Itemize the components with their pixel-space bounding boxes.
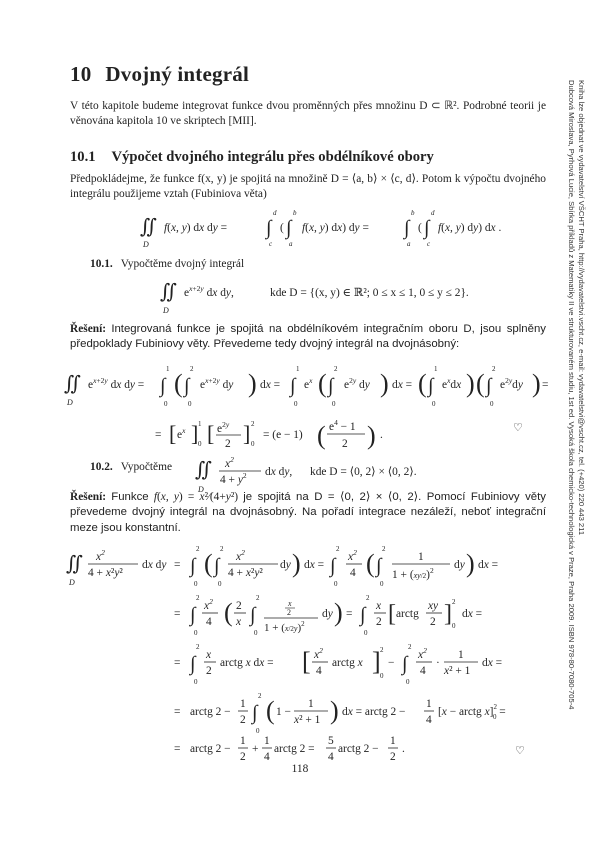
svg-text:2: 2: [256, 594, 260, 602]
example-text: Vypočtěme dvojný integrál: [120, 258, 245, 270]
example-10-1-domain: kde D = {(x, y) ∈ ℝ²; 0 ≤ x ≤ 1, 0 ≤ y ≤ 2}.: [270, 287, 469, 299]
svg-text:2: 2: [240, 714, 246, 726]
svg-text:(: (: [174, 369, 183, 398]
svg-text:=: =: [174, 657, 181, 669]
svg-text:[x − arctg x]20 =: [x − arctg x]$^2$ 0 =: [438, 703, 506, 721]
svg-text:(: (: [418, 369, 427, 398]
svg-text:dx =: dx =: [392, 379, 413, 391]
svg-text:∬: ∬: [160, 281, 178, 303]
svg-text:∫: ∫: [190, 555, 196, 577]
end-of-solution-mark: ♡: [515, 744, 525, 757]
svg-text:0: 0: [218, 580, 222, 588]
svg-text:b: b: [411, 209, 415, 217]
svg-text:0: 0: [194, 580, 198, 588]
svg-text:2: 2: [190, 365, 194, 373]
svg-text:0: 0: [334, 580, 338, 588]
intro-paragraph: V této kapitole budeme integrovat funkce dvou proměnných přes množinu D ⊂ ℝ². Podrobné teorii je věnována kapitola 10 ve skriptech [MII].: [70, 100, 546, 128]
svg-text:0: 0: [380, 580, 384, 588]
svg-text:(: (: [366, 549, 375, 578]
svg-text:): ): [334, 598, 343, 627]
svg-text:4 + x²y²: 4 + x²y²: [228, 567, 263, 579]
svg-text:D: D: [67, 398, 73, 407]
fubini-formula: [140, 203, 502, 251]
svg-text:=: =: [174, 706, 181, 718]
svg-text:∫: ∫: [428, 375, 434, 397]
svg-text:c: c: [427, 240, 431, 248]
svg-text:exdx: $e^xdx$: [442, 376, 462, 391]
svg-text:0: 0: [490, 400, 494, 408]
svg-text:∫: ∫: [376, 555, 382, 577]
svg-text:1: 1: [458, 649, 464, 661]
svg-text:2: 2: [236, 600, 242, 612]
svg-text:1: 1: [418, 551, 424, 563]
svg-text:1: 1: [240, 698, 246, 710]
svg-text:f(x, y) dx) dy =: f(x, y) dx) dy =: [302, 222, 369, 234]
svg-text:2: 2: [380, 646, 384, 654]
svg-text:2: 2: [342, 438, 348, 450]
svg-text:=: =: [346, 608, 353, 620]
svg-text:(: (: [204, 549, 213, 578]
svg-text:∫: ∫: [486, 375, 492, 397]
section-number: 10.1: [70, 149, 96, 165]
svg-text:x2: $x^2$: [418, 646, 427, 661]
svg-text:.: .: [380, 429, 383, 441]
svg-text:·: ·: [436, 657, 440, 669]
solution-2-formula-block: [66, 540, 556, 763]
svg-text:2: 2: [376, 616, 382, 628]
citation-sidebar: [562, 80, 592, 770]
svg-text:d: d: [273, 209, 277, 217]
svg-text:e2ydy: $e^{2y}dy$: [500, 376, 523, 391]
svg-text:=: =: [174, 743, 181, 755]
example-label: 10.1.: [90, 258, 113, 270]
svg-text:0: 0: [256, 727, 260, 735]
svg-text:dx =: dx =: [478, 559, 499, 571]
svg-text:=: =: [542, 379, 549, 391]
example-10-1: [90, 258, 244, 270]
solution-1-formula-line-1: [64, 360, 549, 412]
svg-text:∫: ∫: [328, 375, 334, 397]
svg-text:4: 4: [350, 567, 356, 579]
svg-text:1: 1: [264, 735, 270, 747]
example-10-2-domain: kde D = ⟨0, 2⟩ × ⟨0, 2⟩.: [310, 466, 417, 478]
svg-text:∫: ∫: [286, 217, 292, 239]
svg-text:arctg 2 −: arctg 2 −: [190, 706, 231, 718]
svg-text:=: =: [174, 559, 181, 571]
svg-text:x2: $x^2$: [96, 548, 105, 563]
svg-text:): ): [466, 369, 475, 398]
svg-text:∫: ∫: [250, 604, 256, 626]
svg-text:∫: ∫: [402, 653, 408, 675]
svg-text:1 + (xy/2)2: $1 + (xy/2)^2$: [392, 566, 434, 581]
svg-text:∫: ∫: [330, 555, 336, 577]
svg-text:[: [: [388, 601, 396, 627]
solution-label: Řešení:: [70, 323, 107, 335]
svg-text:x2: $x^2$: [204, 597, 213, 612]
svg-text:x2: $x^2$: [314, 646, 323, 661]
svg-text:): ): [380, 369, 389, 398]
svg-text:2: 2: [366, 594, 370, 602]
svg-text:2: 2: [408, 643, 412, 651]
svg-text:2: 2: [430, 616, 436, 628]
svg-text:(: (: [280, 222, 284, 234]
svg-text:0: 0: [332, 400, 336, 408]
svg-text:0: 0: [251, 440, 255, 448]
svg-text:x² + 1: x² + 1: [294, 714, 321, 726]
svg-text:0: 0: [198, 440, 202, 448]
svg-text:arctg: arctg: [396, 608, 419, 620]
svg-text:d: d: [431, 209, 435, 217]
svg-text:∫: ∫: [290, 375, 296, 397]
svg-text:D: D: [143, 240, 149, 249]
svg-text:∫: ∫: [160, 375, 166, 397]
section-paragraph: Předpokládejme, že funkce f(x, y) je spojitá na množině D = ⟨a, b⟩ × ⟨c, d⟩. Potom k výpočtu dvojného integrálu použijeme vztah (Fubiniova věta): [70, 173, 546, 201]
svg-text:=: =: [174, 608, 181, 620]
svg-text:]: ]: [243, 421, 251, 446]
svg-text:4: 4: [206, 616, 212, 628]
svg-text:∬: ∬: [64, 373, 82, 395]
svg-text:0: 0: [406, 678, 410, 686]
svg-text:2: 2: [240, 751, 246, 763]
page-number: 118: [291, 763, 309, 775]
svg-text:[: [: [169, 421, 177, 446]
svg-text:2: 2: [220, 545, 224, 553]
svg-text:ex: $e^x$: [304, 376, 313, 391]
svg-text:1: 1: [240, 735, 246, 747]
svg-text:4: 4: [426, 714, 432, 726]
svg-text:∫: ∫: [404, 217, 410, 239]
solution-text-a: Funkce: [111, 491, 149, 503]
svg-text:0: 0: [380, 672, 384, 680]
svg-text:dy: dy: [280, 559, 291, 571]
svg-text:1: 1: [426, 698, 432, 710]
svg-text:−: −: [388, 657, 395, 669]
inline-function: f(x, y) = x²⁄(4+y²): [153, 491, 239, 503]
svg-text:2: 2: [382, 545, 386, 553]
svg-text:4: 4: [328, 751, 334, 763]
svg-text:=: =: [155, 429, 162, 441]
svg-text:dx =: dx =: [482, 657, 503, 669]
svg-text:b: b: [293, 209, 297, 217]
svg-text:2: 2: [336, 545, 340, 553]
svg-text:0: 0: [164, 400, 168, 408]
chapter-heading: [70, 62, 249, 87]
svg-text:ex+2y dx dy =: $e^{x+2y}$ dx dy =: [88, 376, 145, 391]
svg-text:0: 0: [194, 678, 198, 686]
svg-text:a: a: [289, 240, 293, 248]
svg-text:∫: ∫: [252, 702, 258, 724]
svg-text:(: (: [318, 369, 327, 398]
svg-text:2: 2: [452, 598, 456, 606]
svg-text:D: D: [163, 306, 169, 315]
svg-text:): ): [248, 369, 257, 398]
svg-text:5: 5: [328, 735, 334, 747]
svg-text:): ): [367, 421, 376, 450]
svg-text:2: 2: [258, 692, 262, 700]
svg-text:f(x, y) dx dy =: f(x, y) dx dy =: [164, 222, 228, 234]
svg-text:]: ]: [191, 421, 199, 446]
svg-text:∫: ∫: [360, 604, 366, 626]
svg-text:dx =: dx =: [304, 559, 325, 571]
svg-text:∬: ∬: [140, 216, 158, 238]
svg-text:1: 1: [434, 365, 438, 373]
svg-text:2: 2: [287, 608, 291, 617]
svg-text:x2: $x^2$: [236, 548, 245, 563]
svg-text:x: x: [376, 600, 382, 612]
svg-text:4: 4: [264, 751, 270, 763]
svg-text:x: x: [236, 616, 242, 628]
svg-text:0: 0: [452, 622, 456, 630]
citation-line-2: Kniha lze objednat ve vydavatelství VŠCHT Praha, http://vydavatelstvi.vscht.cz, e-mail: vydavatelstvi@vscht.cz, tel. (+420) 220 443 211: [577, 80, 586, 536]
svg-text:∫: ∫: [424, 217, 430, 239]
svg-text:x: x: [288, 599, 292, 608]
section-title: Výpočet dvojného integrálu přes obdélníkové obory: [111, 149, 434, 165]
svg-text:D: D: [69, 578, 75, 587]
svg-text:(: (: [418, 222, 422, 234]
svg-text:dx dy,: dx dy,: [265, 466, 293, 478]
svg-text:4: 4: [316, 665, 322, 677]
svg-text:D: D: [198, 485, 204, 494]
svg-text:2: 2: [390, 751, 396, 763]
svg-text:dx =: dx =: [260, 379, 281, 391]
svg-text:2: 2: [334, 365, 338, 373]
svg-text:dx =: dx =: [462, 608, 483, 620]
svg-text:0: 0: [194, 629, 198, 637]
svg-text:dx dy: dx dy: [142, 559, 167, 571]
svg-text:2: 2: [196, 545, 200, 553]
solution-1-paragraph: [70, 322, 546, 353]
svg-text:2: 2: [225, 438, 231, 450]
svg-text:2: 2: [492, 365, 496, 373]
svg-text:2: 2: [196, 643, 200, 651]
svg-text:0: 0: [294, 400, 298, 408]
svg-text:a: a: [407, 240, 411, 248]
solution-2-paragraph: [70, 490, 546, 536]
svg-text:2: 2: [196, 594, 200, 602]
svg-text:arctg 2 −: arctg 2 −: [190, 743, 231, 755]
svg-text:0: 0: [432, 400, 436, 408]
svg-text:4 + y2: $4 + y^2$: [220, 471, 247, 486]
svg-text:(: (: [476, 369, 485, 398]
svg-text:∬: ∬: [195, 459, 213, 481]
svg-text:.: .: [402, 743, 405, 755]
svg-text:arctg x dx =: arctg x dx =: [220, 657, 274, 669]
svg-text:1: 1: [308, 698, 314, 710]
svg-text:arctg 2 =: arctg 2 =: [274, 743, 315, 755]
svg-text:(: (: [224, 598, 233, 627]
svg-text:1: 1: [296, 365, 300, 373]
svg-text:): ): [330, 696, 339, 725]
chapter-number: 10: [70, 62, 92, 86]
svg-text:0: 0: [364, 629, 368, 637]
example-label: 10.2.: [90, 461, 113, 473]
end-of-solution-mark: ♡: [513, 421, 523, 434]
svg-text:arctg 2 −: arctg 2 −: [338, 743, 379, 755]
svg-text:e2y: $e^{2y}$: [217, 420, 230, 435]
chapter-title: Dvojný integrál: [105, 62, 249, 86]
svg-text:1 + (x/2y)2: $1 + (x/2y)^2$: [264, 620, 305, 634]
svg-text:∫: ∫: [266, 217, 272, 239]
example-text: Vypočtěme: [120, 461, 173, 473]
section-heading: [70, 149, 434, 166]
svg-text:(: (: [266, 696, 275, 725]
svg-text:ex: $e^x$: [177, 426, 186, 441]
svg-text:1: 1: [166, 365, 170, 373]
svg-text:= (e − 1): = (e − 1): [263, 429, 303, 441]
svg-text:): ): [466, 549, 475, 578]
example-10-1-integral: [160, 276, 490, 316]
svg-text:dy: dy: [454, 559, 465, 571]
svg-text:∫: ∫: [190, 653, 196, 675]
svg-text:x: x: [206, 649, 212, 661]
example-10-2: [90, 461, 172, 473]
svg-text:ex+2y dx dy,: $e^{x+2y}$ dx dy,: [184, 284, 234, 299]
svg-text:arctg x: arctg x: [332, 657, 363, 669]
svg-text:∬: ∬: [66, 553, 84, 575]
svg-text:x² + 1: x² + 1: [444, 665, 471, 677]
svg-text:]: ]: [444, 601, 452, 627]
citation-line-1: Dubcová Miroslava, Pyrhová Lucie, Sbírka příkladů z Matematiky II ve strukturovaném studiu, 1st ed. Vysoká škola chemicko-technologická v Praze, Praha 2009. ISBN 978-80-7080-705-4: [567, 80, 576, 710]
svg-text:[: [: [302, 647, 311, 676]
svg-text:f(x, y) dy) dx .: f(x, y) dy) dx .: [438, 222, 502, 234]
svg-text:4: 4: [420, 665, 426, 677]
svg-text:∫: ∫: [184, 375, 190, 397]
solution-text-b: je spojitá na D = ⟨0, 2⟩ × ⟨0, 2⟩. Pomocí Fubiniovy věty převedeme dvojný integrál na dvojnásobný. Na pořadí integrace nezáleží, neboť integrační meze jsou konstantní.: [70, 491, 547, 534]
svg-text:∫: ∫: [190, 604, 196, 626]
svg-text:e4 − 1: $e^4 - 1$: [329, 418, 356, 433]
svg-text:x2: $x^2$: [225, 455, 234, 470]
svg-text:c: c: [269, 240, 273, 248]
svg-text:xy: xy: [428, 600, 439, 612]
svg-text:dy: dy: [322, 608, 333, 620]
svg-text:+: +: [252, 743, 259, 755]
svg-text:]: ]: [372, 647, 381, 676]
svg-text:∫: ∫: [214, 555, 220, 577]
svg-text:0: 0: [254, 629, 258, 637]
svg-text:[: [: [207, 421, 215, 446]
svg-text:2: 2: [251, 420, 255, 428]
svg-text:): ): [532, 369, 541, 398]
svg-text:ex+2y dy: $e^{x+2y}$ dy: [200, 376, 234, 391]
solution-text: Integrovaná funkce je spojitá na obdélníkovém integračním oboru D, jsou splněny předpoklady Fubiniovy věty. Převedeme tedy dvojný integrál na dvojnásobný:: [70, 323, 546, 351]
svg-text:): ): [292, 549, 301, 578]
svg-text:1: 1: [198, 420, 202, 428]
svg-text:1 −: 1 −: [276, 706, 291, 718]
svg-text:1: 1: [390, 735, 396, 747]
svg-text:(: (: [317, 421, 326, 450]
svg-text:4 + x²y²: 4 + x²y²: [88, 567, 123, 579]
svg-text:e2y dy: $e^{2y}$ dy: [344, 376, 370, 391]
svg-text:2: 2: [206, 665, 212, 677]
svg-text:x2: $x^2$: [348, 548, 357, 563]
solution-label: Řešení:: [70, 491, 107, 503]
svg-text:dx = arctg 2 −: dx = arctg 2 −: [342, 706, 406, 718]
svg-text:0: 0: [188, 400, 192, 408]
